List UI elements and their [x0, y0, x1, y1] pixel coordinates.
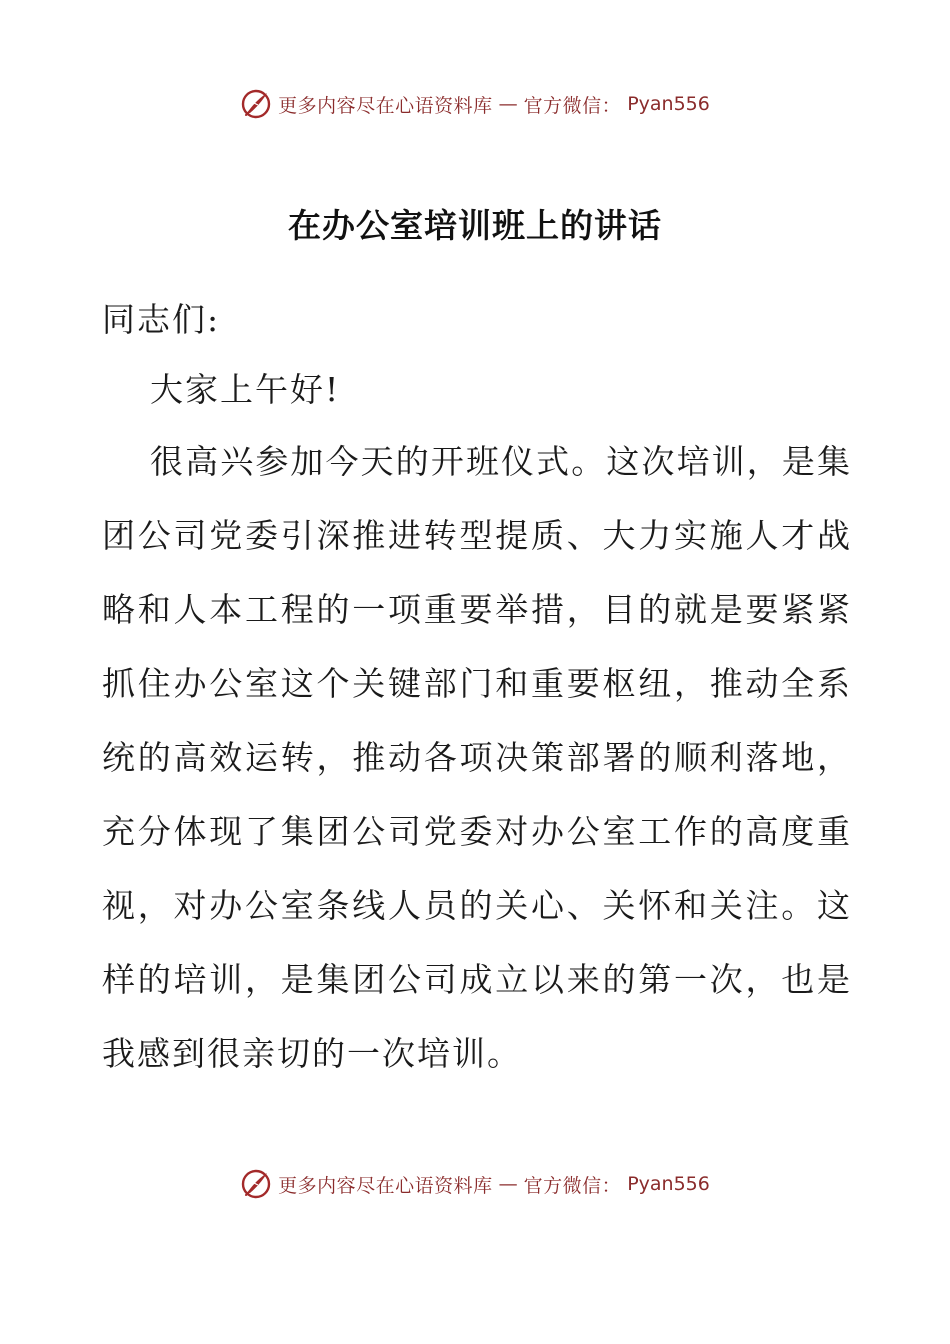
paragraph-line: 我感到很亲切的一次培训。	[102, 1034, 522, 1073]
footer-brand-text: 更多内容尽在心语资料库	[278, 1174, 493, 1197]
page-title: 在办公室培训班上的讲话	[288, 206, 662, 245]
greeting: 大家上午好!	[150, 370, 341, 409]
footer-wechat-label: 官方微信：	[523, 1174, 622, 1197]
paragraph-line: 很高兴参加今天的开班仪式。这次培训，是集	[150, 442, 850, 481]
header-wechat-label: 官方微信：	[523, 94, 622, 117]
salutation: 同志们:	[102, 300, 221, 339]
footer-wechat-id: Pyan556	[627, 1173, 710, 1195]
paragraph-line: 略和人本工程的一项重要举措，目的就是要紧紧	[102, 590, 850, 629]
paragraph-line: 团公司党委引深推进转型提质、大力实施人才战	[102, 516, 850, 555]
footer-separator: —	[498, 1173, 518, 1195]
quill-pen-logo-icon	[240, 1168, 272, 1200]
footer-banner	[0, 1164, 950, 1204]
paragraph-line: 充分体现了集团公司党委对办公室工作的高度重	[102, 812, 850, 851]
paragraph-line: 统的高效运转，推动各项决策部署的顺利落地，	[102, 738, 850, 777]
paragraph-line: 样的培训，是集团公司成立以来的第一次，也是	[102, 960, 850, 999]
paragraph-line: 抓住办公室这个关键部门和重要枢纽，推动全系	[102, 664, 850, 703]
paragraph-line: 视，对办公室条线人员的关心、关怀和关注。这	[102, 886, 850, 925]
header-brand-text: 更多内容尽在心语资料库	[278, 94, 493, 117]
header-separator: —	[498, 93, 518, 115]
header-banner	[0, 84, 950, 124]
header-wechat-id: Pyan556	[627, 93, 710, 115]
quill-pen-logo-icon	[240, 88, 272, 120]
